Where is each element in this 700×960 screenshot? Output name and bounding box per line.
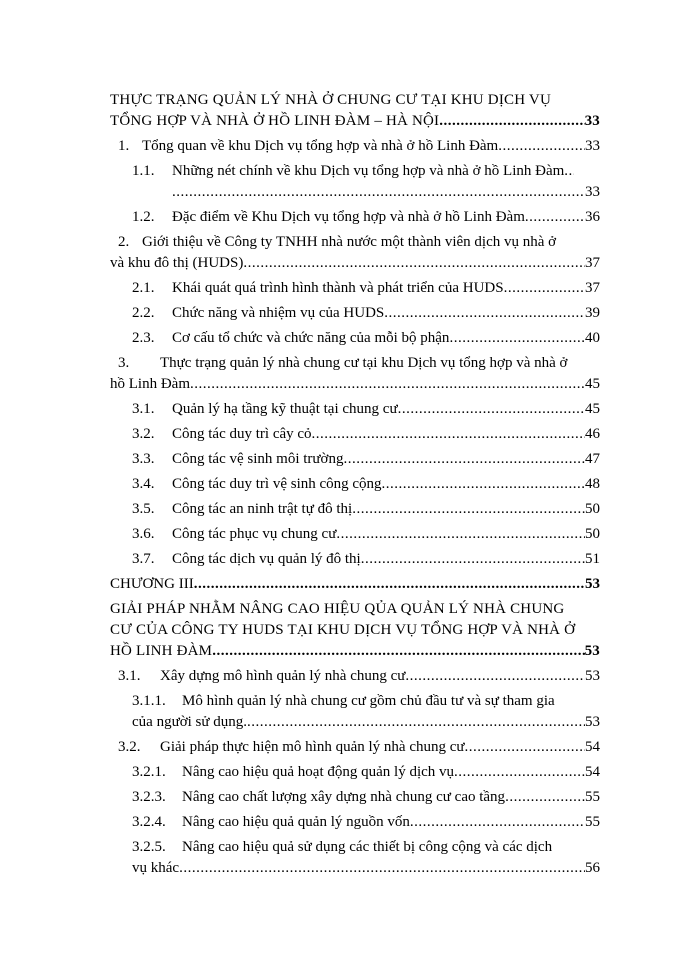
section-title: Những nét chính về khu Dịch vụ tổng hợp và nhà ở hồ Linh Đàm (172, 163, 565, 179)
section-number: 3.5. (132, 501, 155, 517)
toc-section-3-3[interactable] (110, 449, 600, 470)
table-of-contents (110, 90, 600, 883)
section-number: 1.1. (132, 163, 155, 179)
page-number: 53 (584, 643, 600, 659)
toc-section-2-1[interactable] (110, 278, 600, 299)
leader-dots (384, 303, 585, 324)
section-number: 3.4. (132, 476, 155, 492)
toc-section-3-1[interactable] (110, 399, 600, 420)
chapter3-title-line2: CƯ CỦA CÔNG TY HUDS TẠI KHU DỊCH VỤ TỔNG HỢP VÀ NHÀ Ở (110, 622, 576, 638)
section-title: Xây dựng mô hình quản lý nhà chung cư (160, 668, 406, 684)
toc-section-3-4[interactable] (110, 474, 600, 495)
leader-dots (454, 762, 585, 783)
leader-dots (410, 812, 585, 833)
leader-dots (190, 374, 585, 395)
page-number: 36 (585, 209, 600, 225)
toc-c3-section-3-2-4[interactable] (110, 812, 600, 833)
section-title-line2: vụ khác (132, 860, 180, 876)
leader-dots (505, 787, 585, 808)
page-number: 50 (585, 526, 600, 542)
page-number: 55 (585, 814, 600, 830)
leader-dots (336, 524, 585, 545)
toc-section-2[interactable] (110, 232, 600, 274)
section-title-line2: hồ Linh Đàm (110, 376, 190, 392)
page-number: 54 (585, 764, 600, 780)
leader-dots (504, 278, 585, 299)
page-number: 37 (585, 280, 600, 296)
section-title: Công tác vệ sinh môi trường (172, 451, 344, 467)
toc-c3-section-3-2[interactable] (110, 737, 600, 758)
section-number: 3.7. (132, 551, 155, 567)
toc-section-3-7[interactable] (110, 549, 600, 570)
section-number: 3.2.1. (132, 764, 166, 780)
toc-section-3-6[interactable] (110, 524, 600, 545)
section-title: Cơ cấu tổ chức và chức năng của mỗi bộ phận (172, 330, 450, 346)
toc-chapter2[interactable] (110, 90, 600, 132)
chapter3-title-line3: HỒ LINH ĐÀM (110, 643, 213, 659)
leader-dots (525, 207, 585, 228)
section-number: 1. (118, 138, 130, 154)
section-title: Công tác duy trì cây cỏ (172, 426, 312, 442)
toc-c3-section-3-1-1[interactable] (110, 691, 600, 733)
toc-section-3-2[interactable] (110, 424, 600, 445)
section-title: Nâng cao hiệu quả quản lý nguồn vốn (182, 814, 410, 830)
page-number: 54 (585, 739, 600, 755)
page-number: 56 (585, 860, 600, 876)
leader-dots (439, 111, 584, 132)
leader-dots (405, 666, 585, 687)
toc-c3-section-3-2-1[interactable] (110, 762, 600, 783)
leader-dots (361, 549, 585, 570)
section-title: Chức năng và nhiệm vụ của HUDS (172, 305, 385, 321)
leader-dots (465, 737, 585, 758)
leader-dots (179, 858, 585, 879)
section-title-line1: Nâng cao hiệu quả sử dụng các thiết bị công cộng và các dịch (182, 839, 553, 855)
leader-dots (352, 499, 585, 520)
section-title: Đặc điểm về Khu Dịch vụ tổng hợp và nhà ở hồ Linh Đàm (172, 209, 525, 225)
page-number: 40 (585, 330, 600, 346)
page-number: 45 (585, 376, 600, 392)
section-title: Nâng cao hiệu quả hoạt động quản lý dịch vụ (182, 764, 455, 780)
toc-c3-section-3-1[interactable] (110, 666, 600, 687)
page-number: 53 (585, 668, 600, 684)
section-number: 2. (118, 234, 130, 250)
page-number: 37 (585, 255, 600, 271)
section-number: 3.2.3. (132, 789, 166, 805)
page-number: 48 (585, 476, 600, 492)
page-number: 53 (585, 714, 600, 730)
leader-dots (247, 712, 585, 733)
chapter2-title-line2: TỔNG HỢP VÀ NHÀ Ở HỒ LINH ĐÀM – HÀ NỘI (110, 113, 440, 129)
page-number: 33 (585, 138, 600, 154)
section-number: 2.1. (132, 280, 155, 296)
section-title: Nâng cao chất lượng xây dựng nhà chung cư cao tầng (182, 789, 506, 805)
leader-dots (194, 574, 585, 595)
page-number: 33 (584, 113, 600, 129)
section-number: 3.1. (132, 401, 155, 417)
chapter3-title-line1: GIẢI PHÁP NHẰM NÂNG CAO HIỆU QỦA QUẢN LÝ NHÀ CHUNG (110, 601, 565, 617)
leader-dots (243, 253, 585, 274)
toc-c3-section-3-2-3[interactable] (110, 787, 600, 808)
toc-section-2-2[interactable] (110, 303, 600, 324)
page-number: 47 (585, 451, 600, 467)
section-title-line2: và khu đô thị (HUDS) (110, 255, 244, 271)
section-number: 1.2. (132, 209, 155, 225)
section-title-line1: Thực trạng quản lý nhà chung cư tại khu Dịch vụ tổng hợp và nhà ở (160, 355, 568, 371)
toc-section-2-3[interactable] (110, 328, 600, 349)
section-number: 3.6. (132, 526, 155, 542)
page-number: 33 (585, 184, 600, 200)
toc-section-1[interactable] (110, 136, 600, 157)
page-number: 53 (585, 576, 600, 592)
leader-dots (212, 641, 584, 662)
leader-dots (343, 449, 585, 470)
page-number: 50 (585, 501, 600, 517)
section-title-line1: Mô hình quản lý nhà chung cư gồm chủ đầu tư và sự tham gia (182, 693, 555, 709)
section-title-line2: của người sử dụng. (132, 714, 248, 730)
page-number: 46 (585, 426, 600, 442)
section-number: 3.3. (132, 451, 155, 467)
section-title: Giải pháp thực hiện mô hình quản lý nhà chung cư (160, 739, 465, 755)
section-title-line1: Giới thiệu về Công ty TNHH nhà nước một thành viên dịch vụ nhà ở (142, 234, 557, 250)
toc-chapter3[interactable] (110, 599, 600, 662)
leader-dots (398, 399, 585, 420)
section-title: Công tác duy trì vệ sinh công cộng (172, 476, 382, 492)
section-number: 3.2.5. (132, 839, 166, 855)
page-number: 55 (585, 789, 600, 805)
page-number: 39 (585, 305, 600, 321)
section-number: 3.2.4. (132, 814, 166, 830)
section-title: Công tác dịch vụ quản lý đô thị (172, 551, 361, 567)
leader-dots (564, 161, 574, 182)
chapter3-label: CHƯƠNG III (110, 576, 194, 592)
section-number: 3. (118, 355, 130, 371)
page-number: 51 (585, 551, 600, 567)
leader-dots (498, 136, 585, 157)
toc-chapter3-label[interactable] (110, 574, 600, 595)
chapter2-title-line1: THỰC TRẠNG QUẢN LÝ NHÀ Ở CHUNG CƯ TẠI KHU DỊCH VỤ (110, 92, 551, 108)
toc-section-3[interactable] (110, 353, 600, 395)
leader-dots (172, 182, 585, 203)
leader-dots (312, 424, 585, 445)
toc-c3-section-3-2-5[interactable] (110, 837, 600, 879)
section-number: 3.1.1. (132, 693, 166, 709)
toc-section-3-5[interactable] (110, 499, 600, 520)
section-title: Công tác phục vụ chung cư (172, 526, 337, 542)
section-title: Tổng quan về khu Dịch vụ tổng hợp và nhà ở hồ Linh Đàm (142, 138, 499, 154)
section-title: Công tác an ninh trật tự đô thị (172, 501, 353, 517)
leader-dots (449, 328, 585, 349)
section-number: 3.2. (118, 739, 141, 755)
page-number: 45 (585, 401, 600, 417)
section-title: Khái quát quá trình hình thành và phát triển của HUDS (172, 280, 504, 296)
section-number: 3.1. (118, 668, 141, 684)
leader-dots (382, 474, 585, 495)
toc-section-1-1[interactable] (110, 161, 600, 203)
section-number: 2.3. (132, 330, 155, 346)
section-title: Quản lý hạ tầng kỹ thuật tại chung cư (172, 401, 398, 417)
toc-section-1-2[interactable] (110, 207, 600, 228)
section-number: 2.2. (132, 305, 155, 321)
section-number: 3.2. (132, 426, 155, 442)
